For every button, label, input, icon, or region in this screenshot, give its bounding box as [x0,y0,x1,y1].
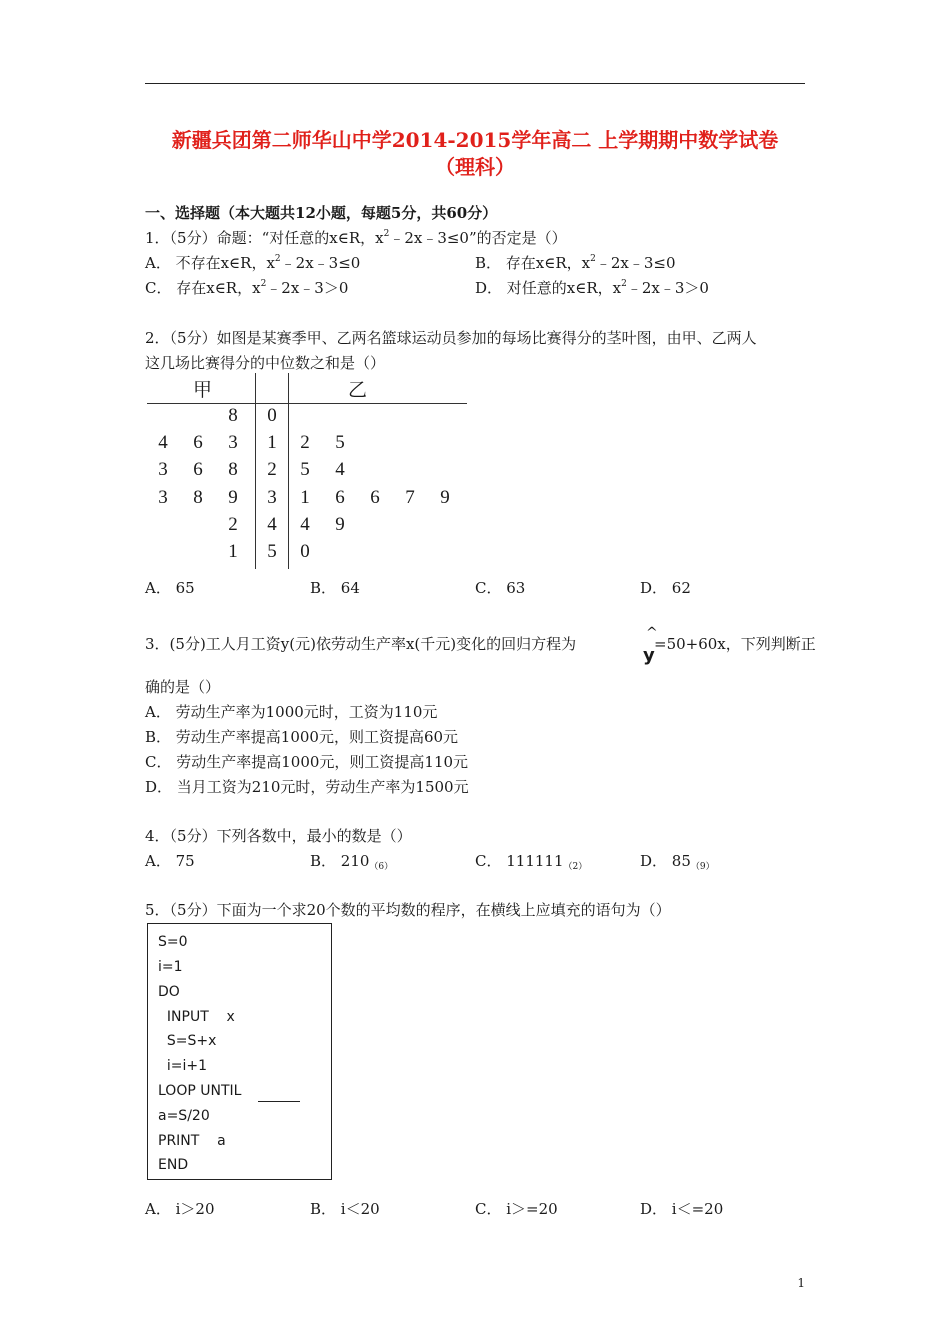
code-line: S=0 [158,934,188,950]
leaf-yi: 1 [300,486,310,508]
code-line: END [158,1157,189,1173]
leaf-yi: 9 [335,513,345,535]
leaf-jia: 4 [158,432,168,454]
code-line: a=S/20 [158,1108,210,1124]
leaf-yi: 7 [405,486,415,508]
program-code-box [147,923,332,1180]
q4-option-c: C． $111111_{(2)}$ [475,852,588,872]
page-number: 1 [797,1276,805,1290]
leaf-yi: 9 [440,486,450,508]
leaf-yi: 2 [300,432,310,454]
leaf-jia: 6 [193,459,203,481]
q5-option-b: B． i＜20 [310,1200,380,1218]
leaf-jia: 8 [228,459,238,481]
leaf-yi: 5 [335,432,345,454]
stem-value: 2 [267,459,277,481]
q3-option-d: D． 当月工资为210元时，劳动生产率为1500元 [145,778,469,796]
header-yi: 乙 [348,380,368,401]
leaf-jia: 3 [158,459,168,481]
question-2-line1: 2．（5分）如图是某赛季甲、乙两名篮球运动员参加的每场比赛得分的茎叶图，由甲、乙两人 [145,329,757,347]
code-line: INPUT x [158,1009,235,1025]
code-line: LOOP UNTIL [158,1083,242,1099]
stem-value: 5 [267,541,277,562]
leaf-jia: 8 [228,405,238,426]
stem-value: 0 [267,405,277,426]
code-line: DO [158,984,180,1000]
q5-option-c: C． i＞=20 [475,1200,558,1218]
stem-value: 3 [267,486,277,508]
q4-option-b: B． $210_{(6)}$ [310,852,394,872]
q4-option-a: A． 75 [145,852,195,870]
question-4: 4．（5分）下列各数中，最小的数是（） [145,827,412,845]
stem-value: 1 [267,432,277,454]
exam-title: 新疆兵团第二师华山中学2014-2015学年高二 上学期期中数学试卷 [171,128,779,152]
header-rule [147,403,467,404]
stem-divider-right [288,373,289,569]
q5-option-a: A． i＞20 [145,1200,215,1218]
q2-option-d: D． 62 [640,579,691,597]
y-hat-symbol: ^ y [643,625,658,666]
leaf-yi: 6 [370,486,380,508]
stem-divider-left [255,373,256,569]
q2-option-a: A． 65 [145,579,195,597]
q1-option-d: D． 对任意的x∈R，$x^2﹣2x﹣3>0$ [475,279,709,297]
q3-option-a: A． 劳动生产率为1000元时，工资为110元 [145,703,438,721]
leaf-yi: 0 [300,541,310,562]
leaf-jia: 3 [158,486,168,508]
leaf-jia: 3 [228,432,238,454]
leaf-jia: 2 [228,513,238,535]
header-jia: 甲 [193,380,213,401]
code-line: i=i+1 [158,1058,208,1074]
stem-leaf-plot [145,373,467,569]
leaf-yi: 4 [335,459,345,481]
code-line: S=S+x [158,1033,217,1049]
leaf-yi: 5 [300,459,310,481]
q1-option-c: C． 存在x∈R，$x^2﹣2x﹣3>0$ [145,279,349,297]
code-line: i=1 [158,959,183,975]
q1-option-a: A． 不存在x∈R，$x^2﹣2x﹣3\le 0$ [145,254,361,272]
q2-option-b: B． 64 [310,579,360,597]
leaf-jia: 9 [228,486,238,508]
question-3-part2: =50+60x，下列判断正 [654,635,816,653]
q4-option-d: D． $85_{(9)}$ [640,852,715,872]
question-1: 1．（5分）命题：“对任意的x∈R，$x^2﹣2x﹣3\le 0$”的否定是（） [145,229,567,247]
top-rule [145,83,805,84]
code-line: PRINT a [158,1133,226,1149]
exam-subtitle: （理科） [435,155,515,179]
stem-value: 4 [267,513,277,535]
leaf-yi: 6 [335,486,345,508]
fill-in-blank [258,1101,300,1102]
section-heading: 一、选择题（本大题共12小题，每题5分，共60分） [145,204,498,222]
question-3-part1: 3．(5分)工人月工资y(元)依劳动生产率x(千元)变化的回归方程为 [145,635,577,653]
question-3-line2: 确的是（） [145,678,221,696]
q3-option-b: B． 劳动生产率提高1000元，则工资提高60元 [145,728,459,746]
leaf-jia: 6 [193,432,203,454]
q5-option-d: D． i＜=20 [640,1200,724,1218]
leaf-jia: 1 [228,541,238,562]
question-2-line2: 这几场比赛得分的中位数之和是（） [145,354,386,372]
q1-option-b: B． 存在x∈R，$x^2﹣2x﹣3\le 0$ [475,254,676,272]
leaf-jia: 8 [193,486,203,508]
q3-option-c: C． 劳动生产率提高1000元，则工资提高110元 [145,753,469,771]
question-5: 5．（5分）下面为一个求20个数的平均数的程序，在横线上应填充的语句为（） [145,901,671,919]
leaf-yi: 4 [300,513,310,535]
q2-option-c: C． 63 [475,579,526,597]
